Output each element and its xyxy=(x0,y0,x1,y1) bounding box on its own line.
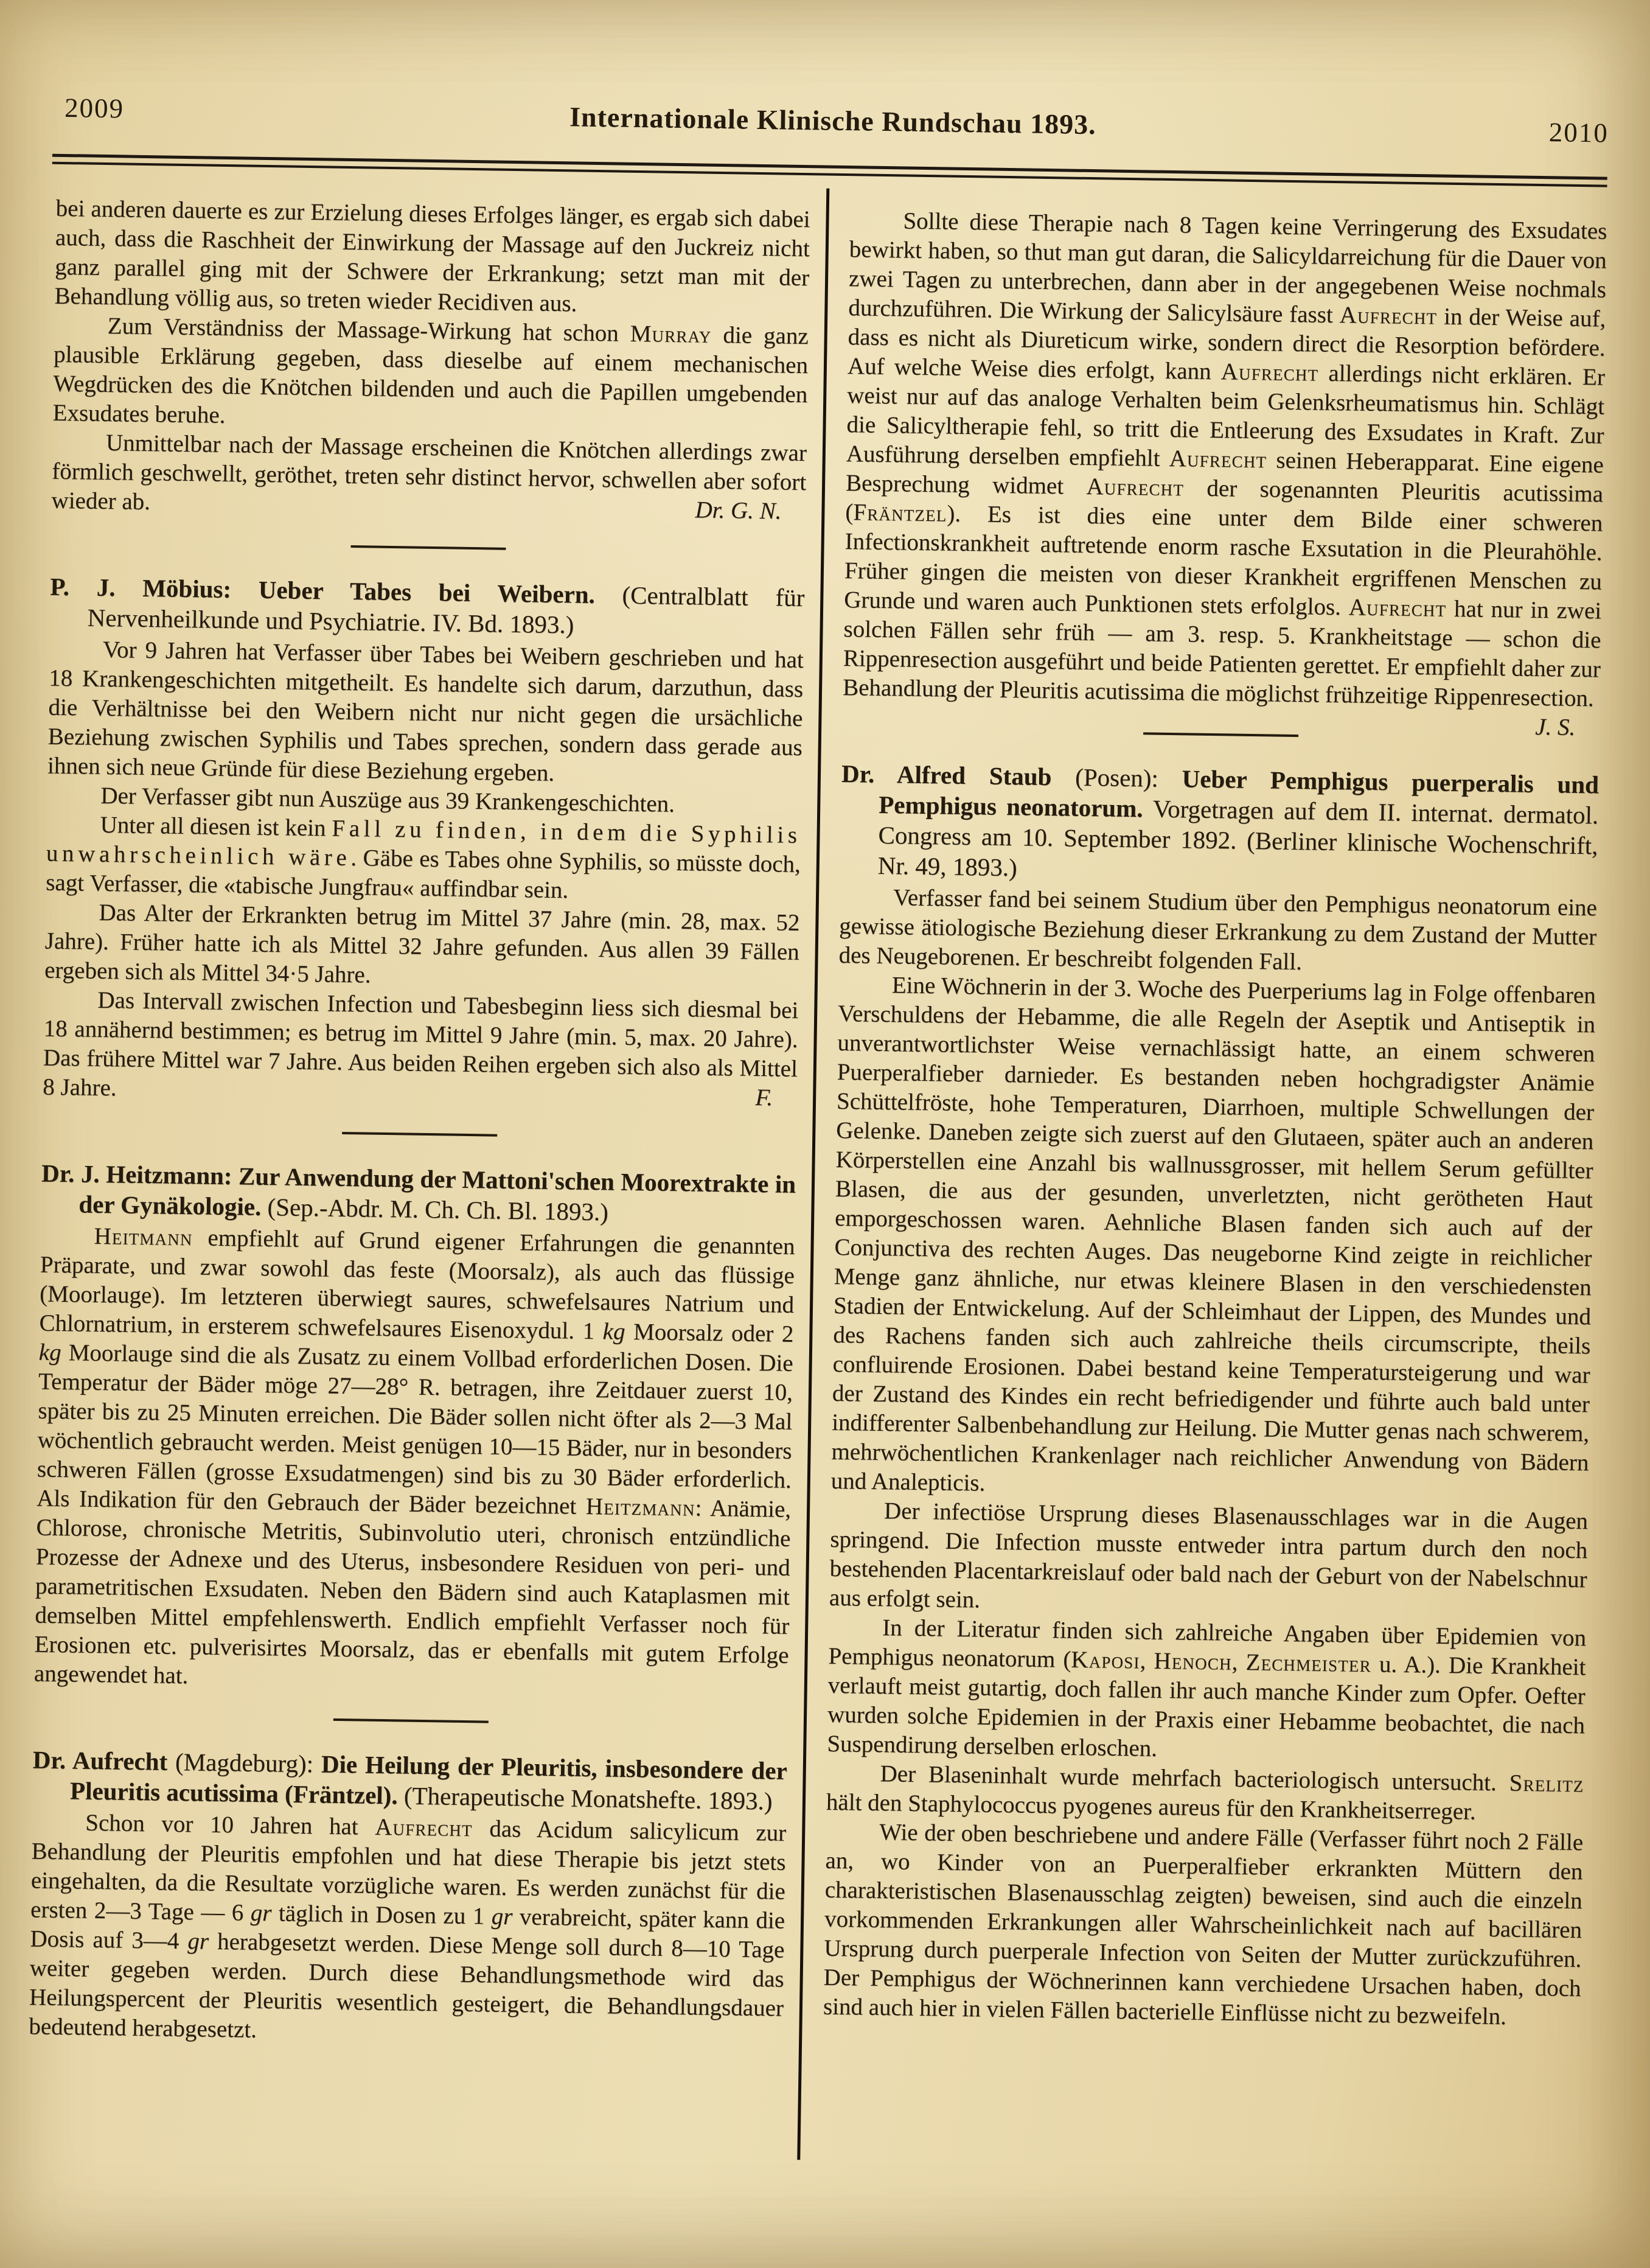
text-run: Heitmann xyxy=(94,1223,193,1251)
text-run: Vor 9 Jahren hat Verfasser über Tabes bei Weibern geschrieben und hat 18 Krankengeschichten mitgetheilt. Es handelte sich darum, darzuthun, dass die Verhältnisse bei den Weibern nicht nur nicht gegen die ursächliche Beziehung zwischen Syphilis und Tabes sprechen, sondern dass gerade aus ihnen sich neue Gründe für diese Beziehung ergeben. xyxy=(47,637,804,787)
text-run: Aufrecht xyxy=(374,1813,473,1842)
right-column xyxy=(823,206,1607,2032)
article-heading xyxy=(49,571,804,643)
text-run: täglich in Dosen zu 1 xyxy=(271,1900,492,1930)
text-run: Murray xyxy=(630,320,712,348)
paragraph xyxy=(826,1759,1584,1828)
text-run: Verfasser fand bei seinem Studium über den Pemphigus neonatorum eine gewisse ätiologische Beziehung dieser Erkrankung zu dem Zustand der Mutter des Neugeborenen. Er beschreibt folgenden Fall. xyxy=(838,884,1598,975)
text-run: Aufrecht xyxy=(1339,302,1438,330)
article-heading xyxy=(840,758,1599,891)
text-run: Das Alter der Erkrankten betrug im Mittel 37 Jahre (min. 28, max. 52 Jahre). Früher hatte ich als Mittel 32 Jahre gefunden. Aus allen 39 Fällen ergeben sich als Mittel 34·5 Jahre. xyxy=(44,899,800,988)
paragraph xyxy=(830,970,1596,1507)
text-run: Heitzmann xyxy=(585,1493,695,1521)
text-run: (Magdeburg): xyxy=(175,1747,322,1778)
text-run: die ganz plausible Erklärung gegeben, dass dieselbe auf einem mechanischen Wegdrücken des die Knötchen bildenden und auch die Papillen umgebenden Exsudates beruhe. xyxy=(52,321,809,428)
header-double-rule xyxy=(52,154,1607,187)
text-run: Wie der oben beschriebene und andere Fälle (Verfasser führt noch 2 Fälle an, wo Kinder von an Puerperalfieber erkrankten Müttern den charakteristischen Blasenausschlag zeigten) beweisen, sind auch die einzeln vorkommenden Erkrankungen aller Wahrscheinlichkeit nach auf bacillären Ursprung durch puerperale Infection von Seiten der Mutter zurückzuführen. Der Pemphigus der Wöchnerinnen kann verchiedene Ursachen haben, doch sind auch hier in vielen Fällen bacterielle Einflüsse nicht zu bezweifeln. xyxy=(823,1819,1584,2030)
text-run: P. J. Möbius: Ueber Tabes bei Weibern. xyxy=(50,572,622,609)
text-run: in der Weise auf, dass es nicht als Diureticum wirke, sondern direct die Resorption befördere. Auf welche Weise dies erfolgt, kann xyxy=(847,303,1606,385)
text-run: allerdings nicht erklären. Er weist nur auf das analoge Verhalten beim Gelenksrheumatismus hin. Schlägt die Salicyltherapie fehl, so tritt die Entleerung des Exsudates in Kraft. Zur Ausführung derselben empfiehlt xyxy=(846,360,1606,472)
text-run: . Gäbe es Tabes ohne Syphilis, so müsste doch, sagt Verfasser, die «tabische Jungfrau« auffindbar sein. xyxy=(45,845,801,904)
text-run: Eine Wöchnerin in der 3. Woche des Puerperiums lag in Folge offenbaren Verschuldens der Hebamme, die alle Regeln der Aseptik und Antiseptik in unverantwortlichster Weise vernachlässigt hatte, an einem schweren Puerperalfieber darnieder. Es bestanden neben hochgradigster Anämie Schüttelfröste, hohe Temperaturen, Diarrhoen, multiple Schwellungen der Gelenke. Daneben zeigte sich zuerst auf den Glutaeen, später auch an anderen Körperstellen eine Anzahl bis wallnussgrosser, mit hellem Serum gefüllter Blasen, die aus der gesunden, unverletzten, nicht gerötheten Haut emporgeschossen waren. Aehnliche Blasen fanden sich auch auf der Conjunctiva des rechten Auges. Das neugeborne Kind zeigte in reichlicher Menge ganz ähnliche, nur etwas kleinere Blasen in den verschiedensten Stadien der Entwickelung. Auf der Schleimhaut der Lippen, des Mundes und des Rachens fanden sich auch zahlreiche theils circumscripte, theils confluirende Erosionen. Dabei bestand keine Temperatursteigerung und war der Zustand des Kindes ein recht befriedigender und führte auch bald unter indifferenter Salbenbehandlung zur Heilung. Die Mutter genas nach schwerem, mehrwöchentlichen Krankenlager nach reichlicher Anwendung von Bädern und Analepticis. xyxy=(830,972,1596,1496)
text-run: Kaposi xyxy=(1071,1646,1140,1674)
text-run: Zum Verständniss der Massage-Wirkung hat schon xyxy=(107,313,631,347)
text-run: , xyxy=(1140,1647,1154,1674)
text-run: hat nur in zwei solchen Fällen sehr früh — am 3. resp. 5. Krankheitstage — schon die Rippenresection ausgeführt und beide Patienten gerettet. Er empfiehlt daher zur Behandlung der Pleuritis acutissima die möglichst frühzeitige Rippenresection. xyxy=(842,595,1602,712)
text-run: Schon vor 10 Jahren hat xyxy=(85,1809,375,1840)
author-signature: F. xyxy=(755,1084,773,1111)
text-run: In der Literatur finden sich zahlreiche Angaben über Epidemien von Pemphigus neonatorum ( xyxy=(828,1614,1587,1673)
text-run: Moorlauge sind die als Zusatz zu einem Vollbad erforderlichen Dosen. Die Temperatur der Bäder möge 27—28° R. betragen, ihre Zeitdauer zuerst 10, später bis zu 25 Minuten erreichen. Die Bäder sollen nicht öfter als 2—3 Mal wöchentlich gebraucht werden. Meist genügen 10—15 Bäder, nur in besonders schweren Fällen (grosse Exsudatmengen) sind bis zu 30 Bäder erforderlich. Als Indikation für den Gebrauch der Bäder bezeichnet xyxy=(36,1339,794,1520)
text-run: Sollte diese Therapie nach 8 Tagen keine Verringerung des Exsudates bewirkt haben, so thut man gut daran, die Salicyldarreichung für die Dauer von zwei Tagen zu unterbrechen, dann aber in der angegebenen Weise nochmals durchzuführen. Die Wirkung der Salicylsäure fasst xyxy=(848,208,1607,329)
paragraph xyxy=(829,1496,1589,1624)
text-run: (Centralblatt für Nervenheilkunde und Psychiatrie. IV. Bd. 1893.) xyxy=(87,581,805,639)
text-run: , xyxy=(1231,1649,1246,1676)
text-run: kg xyxy=(602,1318,625,1345)
text-run: Dr. Alfred Staub xyxy=(841,759,1076,791)
text-run: Srelitz xyxy=(1509,1770,1584,1798)
page-number-left: 2009 xyxy=(64,92,125,124)
author-signature: Dr. G. N. xyxy=(695,497,782,525)
text-run: Henoch xyxy=(1154,1647,1233,1675)
paragraph xyxy=(47,635,804,792)
page-number-right: 2010 xyxy=(1548,117,1609,148)
article-separator xyxy=(333,1718,488,1723)
text-run: (Posen): xyxy=(1074,762,1183,793)
paragraph xyxy=(54,194,810,322)
text-run: Die Heilung der Pleuritis, insbesondere der Pleuritis acutissima (Fräntzel). xyxy=(69,1750,788,1810)
article-separator xyxy=(1143,732,1298,737)
text-run: Vorgetragen auf dem II. internat. dermatol. Congress am 10. September 1892. (Berliner klinische Wochenschrift, Nr. 49, 1893.) xyxy=(877,794,1599,882)
text-run: Der infectiöse Ursprung dieses Blasenausschlages war in die Augen springend. Die Infection musste entweder intra partum durch den noch bestehenden Placentarkreislauf oder bald nach der Geburt von der Nabelschnur aus erfolgt sein. xyxy=(829,1498,1589,1613)
text-run: Aufrecht xyxy=(1086,473,1185,501)
text-run: Der Blaseninhalt wurde mehrfach bacteriologisch untersucht. xyxy=(880,1760,1510,1796)
paragraph xyxy=(827,1613,1586,1770)
author-signature: J. S. xyxy=(1534,713,1576,741)
paragraph xyxy=(46,810,801,909)
text-run: Aufrecht xyxy=(1169,445,1267,473)
text-run: empfiehlt auf Grund eigener Erfahrungen die genannten Präparate, und zwar sowohl das feste (Moorsalz), als auch das flüssige (Moorlauge). Im letzteren überwiegt saures, schwefelsaures Natrium und Chlornatrium, in ersterem schwefelsaures Eisenoxydul. 1 xyxy=(39,1224,795,1345)
paragraph xyxy=(43,985,799,1113)
text-run: herabgesetzt werden. Diese Menge soll durch 8—10 Tage weiter gegeben werden. Durch diese Behandlungsmethode wird das Heilungspercent der Pleuritis wesentlich gesteigert, die Behandlungsdauer bedeutend herabgesetzt. xyxy=(29,1928,785,2043)
text-run: verabreicht, später kann die Dosis auf 3—4 xyxy=(30,1903,785,1955)
article-separator xyxy=(342,1132,497,1137)
text-run: Aufrecht xyxy=(1220,358,1319,386)
text-run: kg xyxy=(38,1339,61,1366)
text-run: bei anderen dauerte es zur Erzielung dieses Erfolges länger, es ergab sich dabei auch, dass die Raschheit der Einwirkung der Massage auf den Juckreiz nicht ganz parallel ging mit der Schwere der Erkrankung; setzt man mit der Behandlung völlig aus, so treten wieder Recidiven aus. xyxy=(54,195,810,317)
text-run: Unter all diesen ist kein xyxy=(100,811,332,842)
text-run: Ueber Pemphigus puerperalis und Pemphigus neonatorum. xyxy=(878,764,1600,823)
text-run: Aufrecht xyxy=(1348,594,1447,622)
text-run: (Sep.-Abdr. M. Ch. Ch. Bl. 1893.) xyxy=(267,1193,609,1226)
text-run: (Therapeutische Monatshefte. 1893.) xyxy=(403,1781,773,1815)
text-run: u. A.). Die Krankheit verlauft meist gutartig, doch fallen ihr auch manche Kinder zum Opfer. Oefter wurden solche Epidemien in der Praxis einer Hebamme beobachtet, die nach Suspendirung derselben erloschen. xyxy=(827,1651,1586,1762)
paragraph xyxy=(44,898,800,996)
paragraph xyxy=(34,1221,795,1700)
text-run: : Anämie, Chlorose, chronische Metritis, Subinvolutio uteri, chronisch entzündliche Prozesse der Adnexe und des Uterus, insbesondere Residuen von peri- und parametritischen Exsudaten. Neben den Bädern sind auch Kataplasmen mit demselben Mittel empfehlenswerth. Endlich empfiehlt Verfasser noch für Erosionen etc. pulverisirtes Moorsalz, das er ebenfalls mit gutem Erfolge angewendet hat. xyxy=(33,1495,792,1689)
article-heading xyxy=(32,1745,787,1816)
article-separator xyxy=(350,545,506,550)
text-run: das Acidum salicylicum zur Behandlung der Pleuritis empfohlen und hat diese Therapie bis jetzt stets eingehalten, da die Resultate vorzügliche waren. Es werden zunächst für die ersten 2—3 Tage — 6 xyxy=(30,1815,787,1926)
page-header xyxy=(57,92,1609,158)
text-run: der sogenannten Pleuritis acutissima ( xyxy=(845,475,1604,526)
text-run: Der Verfasser gibt nun Auszüge aus 39 Krankengeschichten. xyxy=(100,782,675,817)
left-column xyxy=(29,194,810,2053)
text-run: Fall zu finden, in dem die Syphilis unwahrscheinlich wäre xyxy=(46,815,801,871)
paragraph xyxy=(838,882,1597,981)
text-run: Fräntzel xyxy=(853,499,947,527)
paragraph xyxy=(823,1817,1584,2032)
text-run: Unmittelbar nach der Massage erscheinen die Knötchen allerdings zwar förmlich geschwellt, geröthet, treten sehr distinct hervor, schwellen aber sofort wieder ab. xyxy=(51,430,807,515)
text-run: gr xyxy=(491,1903,513,1930)
page-content xyxy=(1,0,1650,2043)
text-run: Moorsalz oder 2 xyxy=(625,1318,794,1347)
paragraph xyxy=(842,206,1607,741)
paragraph xyxy=(29,1808,787,2053)
text-run: hält den Staphylococcus pyogenes aureus für den Krankheitserreger. xyxy=(826,1788,1476,1825)
article-heading xyxy=(41,1158,796,1230)
text-run: Das Intervall zwischen Infection und Tabesbeginn liess sich diesmal bei 18 annähernd bestimmen; es betrug im Mittel 9 Jahre (min. 5, max. 20 Jahre). Das frühere Mittel war 7 Jahre. Aus beiden Reihen ergeben sich also als Mittel 8 Jahre. xyxy=(42,986,799,1101)
text-run: Zechmeister xyxy=(1245,1649,1372,1678)
paragraph xyxy=(51,428,807,526)
text-run: ). Es ist dies eine unter dem Bilde einer schweren Infectionskrankheit auftretende enorm rasche Exsutation in die Pleurahöhle. Früher gingen die meisten von dieser Krankheit ergriffenen Menschen zu Grunde und waren auch Punktionen stets erfolglos. xyxy=(843,500,1603,621)
text-run: seinen Heberapparat. Eine eigene Besprechung widmet xyxy=(845,447,1604,500)
text-run: Dr. Aufrecht xyxy=(32,1745,176,1776)
text-run: Dr. J. Heitzmann: Zur Anwendung der Mattoni'schen Moorextrakte in der Gynäkologie. xyxy=(41,1159,796,1221)
journal-title: Internationale Klinische Rundschau 1893. xyxy=(569,101,1097,141)
text-run: gr xyxy=(250,1899,272,1927)
paragraph xyxy=(52,311,809,439)
text-run: gr xyxy=(187,1928,209,1955)
